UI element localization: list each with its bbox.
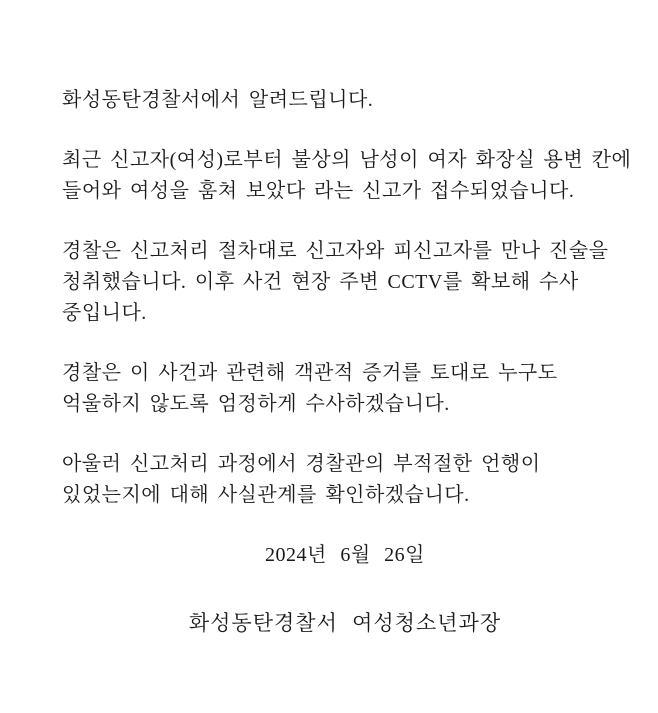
notice-signature: 화성동탄경찰서 여성청소년과장 [188, 611, 502, 635]
paragraph-line: 경찰은 이 사건과 관련해 객관적 증거를 토대로 누구도 [62, 362, 558, 384]
paragraph-line: 아울러 신고처리 과정에서 경찰관의 부적절한 언행이 [62, 453, 541, 475]
notice-date: 2024년 6월 26일 [265, 544, 425, 566]
paragraph-line: 억울하지 않도록 엄정하게 수사하겠습니다. [62, 393, 450, 415]
notice-investigation-paragraph [62, 358, 628, 420]
paragraph-line: 중입니다. [62, 302, 147, 324]
notice-conduct-paragraph [62, 449, 628, 511]
paragraph-line: 들어와 여성을 훔쳐 보았다 라는 신고가 접수되었습니다. [62, 180, 575, 202]
paragraph-line: 청취했습니다. 이후 사건 현장 주변 CCTV를 확보해 수사 [62, 271, 579, 293]
notice-intro-paragraph [62, 85, 628, 116]
notice-intro-line: 화성동탄경찰서에서 알려드립니다. [62, 89, 374, 111]
notice-procedure-paragraph [62, 236, 628, 329]
paragraph-line: 있었는지에 대해 사실관계를 확인하겠습니다. [62, 484, 470, 506]
notice-report-paragraph [62, 145, 632, 207]
paragraph-line: 경찰은 신고처리 절차대로 신고자와 피신고자를 만나 진술을 [62, 240, 609, 262]
paragraph-line: 최근 신고자(여성)로부터 불상의 남성이 여자 화장실 용변 칸에 [62, 149, 632, 171]
